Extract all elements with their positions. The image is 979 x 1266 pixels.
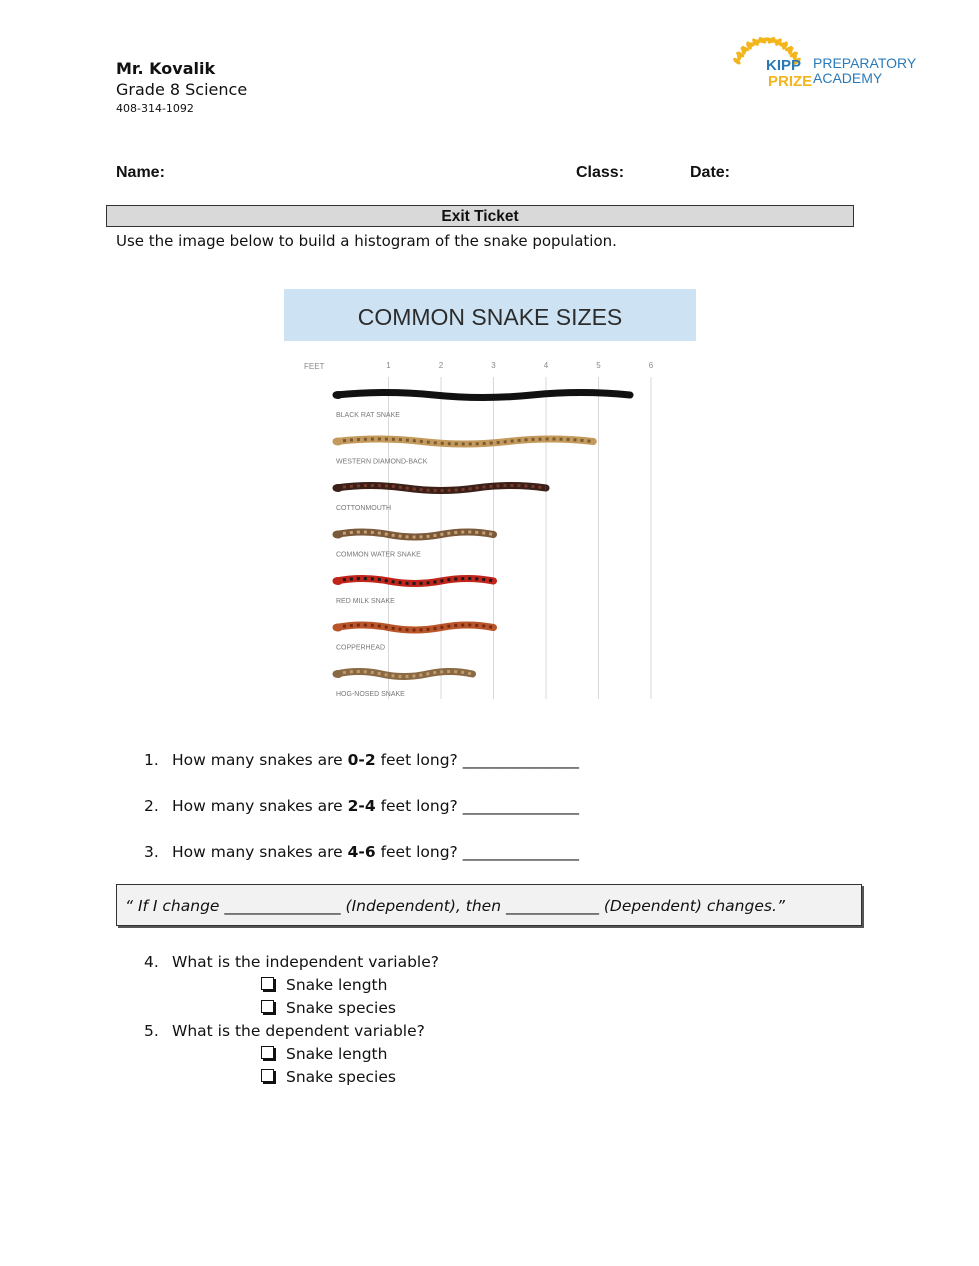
name-label: Name: xyxy=(116,164,165,181)
logo-org-line1: PREPARATORY xyxy=(813,55,917,71)
hypothesis-text: “ If I change _______________ (Independent), then ____________ (Dependent) changes.” xyxy=(125,897,785,915)
tick-label: 5 xyxy=(596,361,601,370)
snake-label: COMMON WATER SNAKE xyxy=(336,551,421,559)
option-label: Snake length xyxy=(286,976,388,994)
question-number: 4. xyxy=(144,953,159,971)
snake-head xyxy=(333,391,343,399)
snake-label: COPPERHEAD xyxy=(336,644,386,652)
logo-line1: KIPP xyxy=(766,57,802,74)
snake-label: HOG-NOSED SNAKE xyxy=(336,691,405,698)
logo-line2: PRIZE xyxy=(768,73,813,90)
logo-org-line2: ACADEMY xyxy=(813,70,883,86)
checkbox-icon[interactable] xyxy=(261,1069,274,1082)
tick-label: 1 xyxy=(386,361,391,370)
option-label: Snake species xyxy=(286,1068,396,1086)
mc-option[interactable] xyxy=(261,1045,387,1063)
snake-label: BLACK RAT SNAKE xyxy=(336,412,400,419)
mc-question xyxy=(144,1022,425,1040)
mc-option[interactable] xyxy=(261,999,396,1017)
snake-size-figure xyxy=(284,289,696,701)
axis-label: FEET xyxy=(304,362,325,371)
snake-head xyxy=(333,531,343,539)
question-text: How many snakes are xyxy=(172,751,348,769)
mc-option[interactable] xyxy=(261,976,387,994)
figure-title: COMMON SNAKE SIZES xyxy=(357,304,623,330)
option-label: Snake length xyxy=(286,1045,388,1063)
instruction-text: Use the image below to build a histogram of the snake population. xyxy=(116,232,617,250)
question-number: 5. xyxy=(144,1022,159,1040)
snake-label: COTTONMOUTH xyxy=(336,505,392,512)
question-range: 0-2 xyxy=(347,751,376,769)
question-text: What is the independent variable? xyxy=(172,953,439,971)
question-blank[interactable]: feet long? _______________ xyxy=(375,797,579,815)
question-item xyxy=(144,751,579,769)
class-label: Class: xyxy=(576,164,625,181)
tick-label: 2 xyxy=(438,361,444,370)
question-item xyxy=(144,797,579,815)
kipp-prize-logo xyxy=(727,34,927,114)
option-label: Snake species xyxy=(286,999,396,1017)
checkbox-icon[interactable] xyxy=(261,977,274,990)
question-blank[interactable]: feet long? _______________ xyxy=(375,843,579,861)
tick-label: 4 xyxy=(543,361,549,370)
date-label: Date: xyxy=(690,164,731,181)
question-blank[interactable]: feet long? _______________ xyxy=(375,751,579,769)
snake-body xyxy=(336,672,473,677)
question-range: 4-6 xyxy=(347,843,376,861)
question-number: 1. xyxy=(144,751,159,769)
question-text: What is the dependent variable? xyxy=(172,1022,425,1040)
checkbox-icon[interactable] xyxy=(261,1046,274,1059)
snake-label: WESTERN DIAMOND-BACK xyxy=(336,458,428,466)
mc-question xyxy=(144,953,439,971)
phone-number: 408-314-1092 xyxy=(116,102,194,115)
snake-head xyxy=(333,577,343,585)
question-text: How many snakes are xyxy=(172,843,348,861)
mc-option[interactable] xyxy=(261,1068,396,1086)
snake-label: RED MILK SNAKE xyxy=(336,598,395,605)
question-item xyxy=(144,843,579,861)
hypothesis-box xyxy=(116,884,862,926)
question-number: 3. xyxy=(144,843,159,861)
tick-label: 3 xyxy=(491,361,496,370)
laurel-leaf xyxy=(737,52,741,61)
question-number: 2. xyxy=(144,797,159,815)
exit-ticket-banner: Exit Ticket xyxy=(106,205,854,227)
course-name: Grade 8 Science xyxy=(116,80,248,99)
snake-head xyxy=(333,484,343,492)
teacher-name: Mr. Kovalik xyxy=(116,59,216,78)
tick-label: 6 xyxy=(648,361,654,370)
snake-head xyxy=(333,438,343,446)
question-text: How many snakes are xyxy=(172,797,348,815)
snake-head xyxy=(333,670,343,678)
checkbox-icon[interactable] xyxy=(261,1000,274,1013)
question-range: 2-4 xyxy=(347,797,376,815)
snake-head xyxy=(333,624,343,632)
